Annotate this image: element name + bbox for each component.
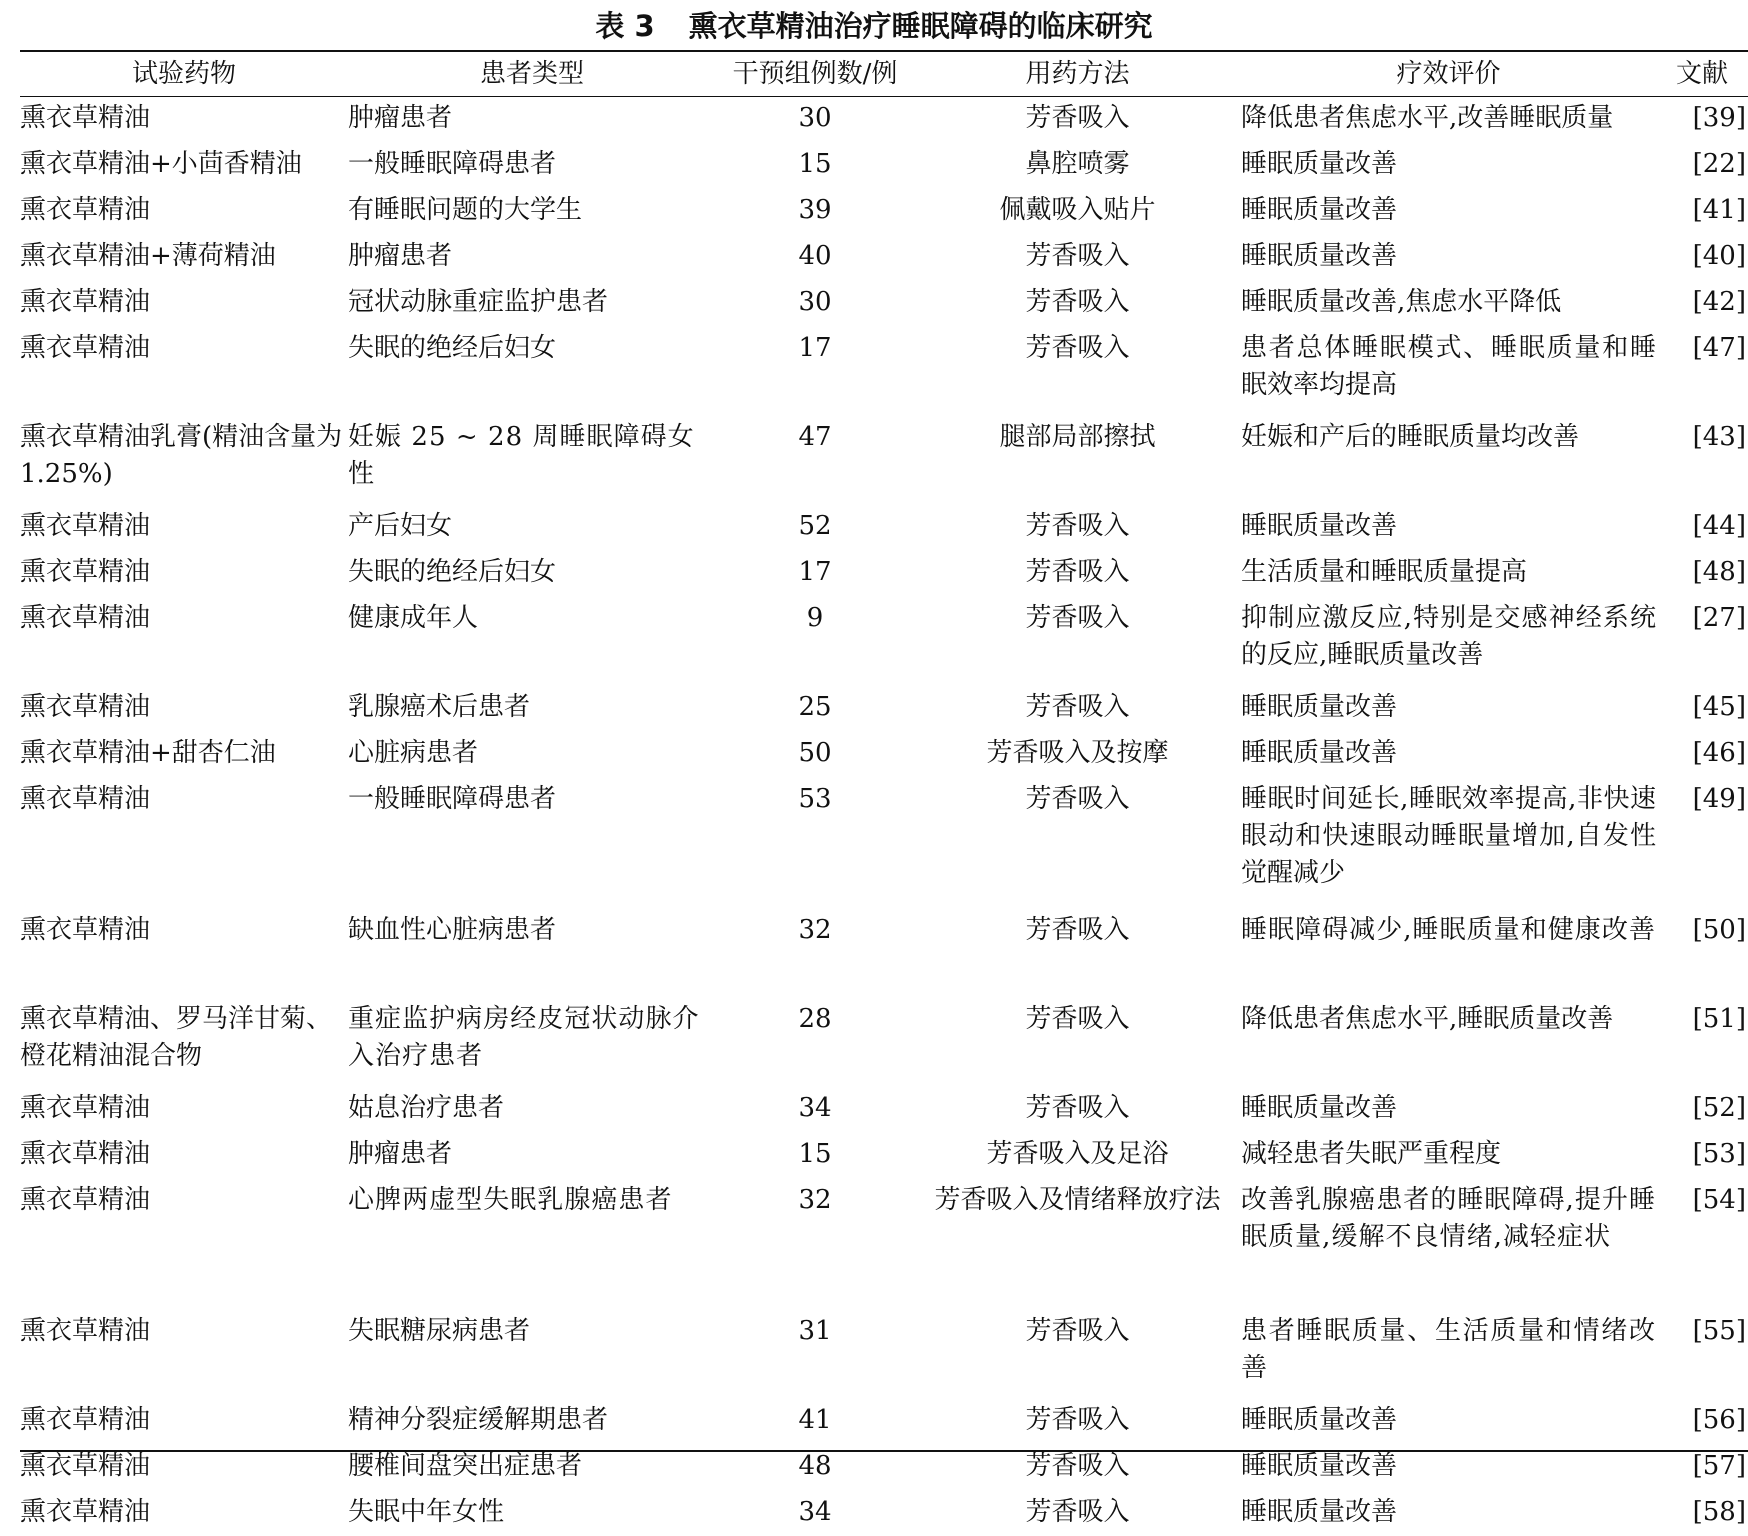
cell-drug: 熏衣草精油+小茴香精油 bbox=[20, 149, 302, 179]
cell-drug: 熏衣草精油 bbox=[20, 557, 151, 587]
cell-effect: 睡眠质量改善,焦虑水平降低 bbox=[1241, 287, 1562, 317]
cell-method: 芳香吸入 bbox=[1025, 511, 1130, 541]
cell-effect: 降低患者焦虑水平,睡眠质量改善 bbox=[1241, 1004, 1614, 1034]
cell-method: 芳香吸入 bbox=[1025, 1497, 1130, 1527]
cell-reference: [39] bbox=[1692, 103, 1746, 133]
cell-drug: 熏衣草精油 bbox=[20, 784, 151, 814]
cell-effect: 患者睡眠质量、生活质量和情绪改善 bbox=[1241, 1316, 1656, 1383]
cell-count: 34 bbox=[798, 1497, 832, 1527]
cell-patient: 姑息治疗患者 bbox=[348, 1093, 505, 1123]
cell-count: 17 bbox=[798, 333, 832, 363]
cell-reference: [48] bbox=[1692, 557, 1746, 587]
cell-drug: 熏衣草精油+甜杏仁油 bbox=[20, 738, 276, 768]
table-row bbox=[20, 908, 1748, 997]
table-row bbox=[20, 1309, 1748, 1398]
cell-drug: 熏衣草精油 bbox=[20, 103, 151, 133]
cell-effect: 患者总体睡眠模式、睡眠质量和睡眠效率均提高 bbox=[1241, 333, 1656, 400]
cell-method: 鼻腔喷雾 bbox=[1025, 149, 1130, 179]
cell-effect: 睡眠质量改善 bbox=[1241, 241, 1398, 271]
cell-count: 47 bbox=[798, 422, 832, 452]
cell-drug: 熏衣草精油乳膏(精油含量为 1.25%) bbox=[20, 422, 343, 489]
cell-drug: 熏衣草精油 bbox=[20, 1405, 151, 1435]
cell-patient: 心脏病患者 bbox=[348, 738, 479, 768]
cell-count: 9 bbox=[806, 603, 824, 633]
cell-reference: [50] bbox=[1692, 915, 1746, 945]
cell-reference: [46] bbox=[1692, 738, 1746, 768]
table-row bbox=[20, 1178, 1748, 1309]
cell-drug: 熏衣草精油 bbox=[20, 603, 151, 633]
cell-method: 芳香吸入 bbox=[1025, 1451, 1130, 1481]
header-method: 用药方法 bbox=[1025, 58, 1130, 89]
cell-drug: 熏衣草精油 bbox=[20, 1316, 151, 1346]
table-row bbox=[20, 1444, 1748, 1490]
cell-patient: 失眠的绝经后妇女 bbox=[348, 557, 557, 587]
cell-effect: 睡眠质量改善 bbox=[1241, 511, 1398, 541]
header-row bbox=[20, 52, 1748, 96]
cell-effect: 抑制应激反应,特别是交感神经系统的反应,睡眠质量改善 bbox=[1241, 603, 1656, 670]
cell-count: 15 bbox=[798, 149, 832, 179]
cell-reference: [43] bbox=[1692, 422, 1746, 452]
table-row bbox=[20, 731, 1748, 777]
table-caption bbox=[0, 4, 1748, 48]
cell-method: 芳香吸入 bbox=[1025, 915, 1130, 945]
table-number: 表 3 bbox=[595, 9, 655, 43]
header-drug: 试验药物 bbox=[131, 58, 236, 89]
table-row bbox=[20, 777, 1748, 908]
cell-reference: [58] bbox=[1692, 1497, 1746, 1527]
cell-reference: [47] bbox=[1692, 333, 1746, 363]
cell-patient: 缺血性心脏病患者 bbox=[348, 915, 557, 945]
table-row bbox=[20, 326, 1748, 415]
cell-effect: 睡眠质量改善 bbox=[1241, 1405, 1398, 1435]
cell-method: 芳香吸入 bbox=[1025, 1316, 1130, 1346]
cell-drug: 熏衣草精油 bbox=[20, 1093, 151, 1123]
cell-patient: 精神分裂症缓解期患者 bbox=[348, 1405, 609, 1435]
cell-count: 25 bbox=[798, 692, 832, 722]
cell-reference: [40] bbox=[1692, 241, 1746, 271]
cell-effect: 生活质量和睡眠质量提高 bbox=[1241, 557, 1528, 587]
cell-patient: 肿瘤患者 bbox=[348, 241, 453, 271]
cell-method: 芳香吸入及情绪释放疗法 bbox=[934, 1185, 1221, 1215]
header-effect: 疗效评价 bbox=[1396, 58, 1501, 89]
cell-reference: [44] bbox=[1692, 511, 1746, 541]
cell-method: 芳香吸入 bbox=[1025, 333, 1130, 363]
cell-count: 40 bbox=[798, 241, 832, 271]
cell-count: 30 bbox=[798, 287, 832, 317]
header-reference: 文献 bbox=[1675, 58, 1728, 89]
cell-patient: 妊娠 25 ~ 28 周睡眠障碍女性 bbox=[348, 422, 695, 489]
cell-count: 31 bbox=[798, 1316, 832, 1346]
cell-count: 41 bbox=[798, 1405, 832, 1435]
table-row bbox=[20, 96, 1748, 142]
cell-drug: 熏衣草精油 bbox=[20, 1185, 151, 1215]
cell-method: 芳香吸入 bbox=[1025, 784, 1130, 814]
table-row bbox=[20, 234, 1748, 280]
cell-reference: [27] bbox=[1692, 603, 1746, 633]
cell-drug: 熏衣草精油 bbox=[20, 1451, 151, 1481]
cell-drug: 熏衣草精油 bbox=[20, 692, 151, 722]
header-count: 干预组例数/例 bbox=[732, 58, 898, 89]
cell-method: 芳香吸入 bbox=[1025, 1405, 1130, 1435]
cell-method: 芳香吸入 bbox=[1025, 1004, 1130, 1034]
cell-patient: 一般睡眠障碍患者 bbox=[348, 784, 557, 814]
cell-patient: 失眠糖尿病患者 bbox=[348, 1316, 531, 1346]
cell-effect: 睡眠质量改善 bbox=[1241, 1093, 1398, 1123]
cell-method: 芳香吸入及按摩 bbox=[986, 738, 1169, 768]
cell-method: 芳香吸入及足浴 bbox=[986, 1139, 1169, 1169]
cell-effect: 降低患者焦虑水平,改善睡眠质量 bbox=[1241, 103, 1614, 133]
cell-effect: 睡眠质量改善 bbox=[1241, 1451, 1398, 1481]
cell-count: 30 bbox=[798, 103, 832, 133]
cell-count: 53 bbox=[798, 784, 832, 814]
cell-count: 52 bbox=[798, 511, 832, 541]
cell-effect: 妊娠和产后的睡眠质量均改善 bbox=[1241, 422, 1580, 452]
cell-reference: [52] bbox=[1692, 1093, 1746, 1123]
table-row bbox=[20, 1132, 1748, 1178]
cell-drug: 熏衣草精油 bbox=[20, 1497, 151, 1527]
cell-patient: 乳腺癌术后患者 bbox=[348, 692, 531, 722]
cell-count: 32 bbox=[798, 1185, 832, 1215]
cell-patient: 肿瘤患者 bbox=[348, 1139, 453, 1169]
table-row bbox=[20, 1086, 1748, 1132]
table-row bbox=[20, 504, 1748, 550]
cell-method: 芳香吸入 bbox=[1025, 603, 1130, 633]
cell-patient: 重症监护病房经皮冠状动脉介入治疗患者 bbox=[348, 1004, 700, 1071]
cell-method: 芳香吸入 bbox=[1025, 287, 1130, 317]
table-row bbox=[20, 550, 1748, 596]
cell-effect: 睡眠质量改善 bbox=[1241, 738, 1398, 768]
table-row bbox=[20, 1490, 1748, 1536]
cell-patient: 失眠中年女性 bbox=[348, 1497, 505, 1527]
cell-drug: 熏衣草精油 bbox=[20, 287, 151, 317]
cell-reference: [53] bbox=[1692, 1139, 1746, 1169]
cell-method: 芳香吸入 bbox=[1025, 1093, 1130, 1123]
table-row bbox=[20, 188, 1748, 234]
cell-method: 芳香吸入 bbox=[1025, 557, 1130, 587]
cell-effect: 睡眠时间延长,睡眠效率提高,非快速眼动和快速眼动睡眠量增加,自发性觉醒减少 bbox=[1241, 784, 1656, 888]
cell-count: 50 bbox=[798, 738, 832, 768]
cell-reference: [54] bbox=[1692, 1185, 1746, 1215]
cell-method: 腿部局部擦拭 bbox=[999, 422, 1156, 452]
cell-count: 28 bbox=[798, 1004, 832, 1034]
cell-count: 48 bbox=[798, 1451, 832, 1481]
cell-patient: 失眠的绝经后妇女 bbox=[348, 333, 557, 363]
cell-count: 34 bbox=[798, 1093, 832, 1123]
cell-count: 39 bbox=[798, 195, 832, 225]
cell-reference: [51] bbox=[1692, 1004, 1746, 1034]
data-table bbox=[20, 52, 1748, 1536]
cell-drug: 熏衣草精油+薄荷精油 bbox=[20, 241, 276, 271]
cell-reference: [22] bbox=[1692, 149, 1746, 179]
table-row bbox=[20, 596, 1748, 685]
table-row bbox=[20, 415, 1748, 504]
cell-drug: 熏衣草精油 bbox=[20, 195, 151, 225]
cell-method: 芳香吸入 bbox=[1025, 103, 1130, 133]
table-row bbox=[20, 142, 1748, 188]
cell-patient: 产后妇女 bbox=[348, 511, 453, 541]
cell-method: 芳香吸入 bbox=[1025, 241, 1130, 271]
cell-patient: 有睡眠问题的大学生 bbox=[348, 195, 583, 225]
table-row bbox=[20, 280, 1748, 326]
cell-count: 17 bbox=[798, 557, 832, 587]
cell-effect: 改善乳腺癌患者的睡眠障碍,提升睡眠质量,缓解不良情绪,减轻症状 bbox=[1241, 1185, 1656, 1252]
cell-reference: [41] bbox=[1692, 195, 1746, 225]
cell-reference: [55] bbox=[1692, 1316, 1746, 1346]
cell-method: 芳香吸入 bbox=[1025, 692, 1130, 722]
table-title: 熏衣草精油治疗睡眠障碍的临床研究 bbox=[688, 9, 1153, 43]
header-patient: 患者类型 bbox=[479, 58, 584, 89]
cell-patient: 心脾两虚型失眠乳腺癌患者 bbox=[348, 1185, 673, 1215]
cell-effect: 睡眠障碍减少,睡眠质量和健康改善 bbox=[1241, 915, 1656, 945]
cell-reference: [56] bbox=[1692, 1405, 1746, 1435]
cell-effect: 睡眠质量改善 bbox=[1241, 195, 1398, 225]
cell-drug: 熏衣草精油 bbox=[20, 511, 151, 541]
cell-reference: [49] bbox=[1692, 784, 1746, 814]
table-row bbox=[20, 1398, 1748, 1444]
cell-effect: 睡眠质量改善 bbox=[1241, 149, 1398, 179]
cell-count: 15 bbox=[798, 1139, 832, 1169]
cell-reference: [42] bbox=[1692, 287, 1746, 317]
cell-drug: 熏衣草精油 bbox=[20, 333, 151, 363]
table-row bbox=[20, 685, 1748, 731]
cell-drug: 熏衣草精油 bbox=[20, 1139, 151, 1169]
cell-patient: 腰椎间盘突出症患者 bbox=[348, 1451, 583, 1481]
cell-patient: 一般睡眠障碍患者 bbox=[348, 149, 557, 179]
cell-patient: 冠状动脉重症监护患者 bbox=[348, 287, 609, 317]
cell-effect: 睡眠质量改善 bbox=[1241, 692, 1398, 722]
cell-reference: [45] bbox=[1692, 692, 1746, 722]
cell-patient: 健康成年人 bbox=[348, 603, 479, 633]
cell-patient: 肿瘤患者 bbox=[348, 103, 453, 133]
cell-effect: 减轻患者失眠严重程度 bbox=[1241, 1139, 1502, 1169]
cell-effect: 睡眠质量改善 bbox=[1241, 1497, 1398, 1527]
cell-drug: 熏衣草精油、罗马洋甘菊、橙花精油混合物 bbox=[20, 1004, 333, 1071]
table-row bbox=[20, 997, 1748, 1086]
cell-drug: 熏衣草精油 bbox=[20, 915, 151, 945]
cell-count: 32 bbox=[798, 915, 832, 945]
cell-reference: [57] bbox=[1692, 1451, 1746, 1481]
cell-method: 佩戴吸入贴片 bbox=[999, 195, 1156, 225]
